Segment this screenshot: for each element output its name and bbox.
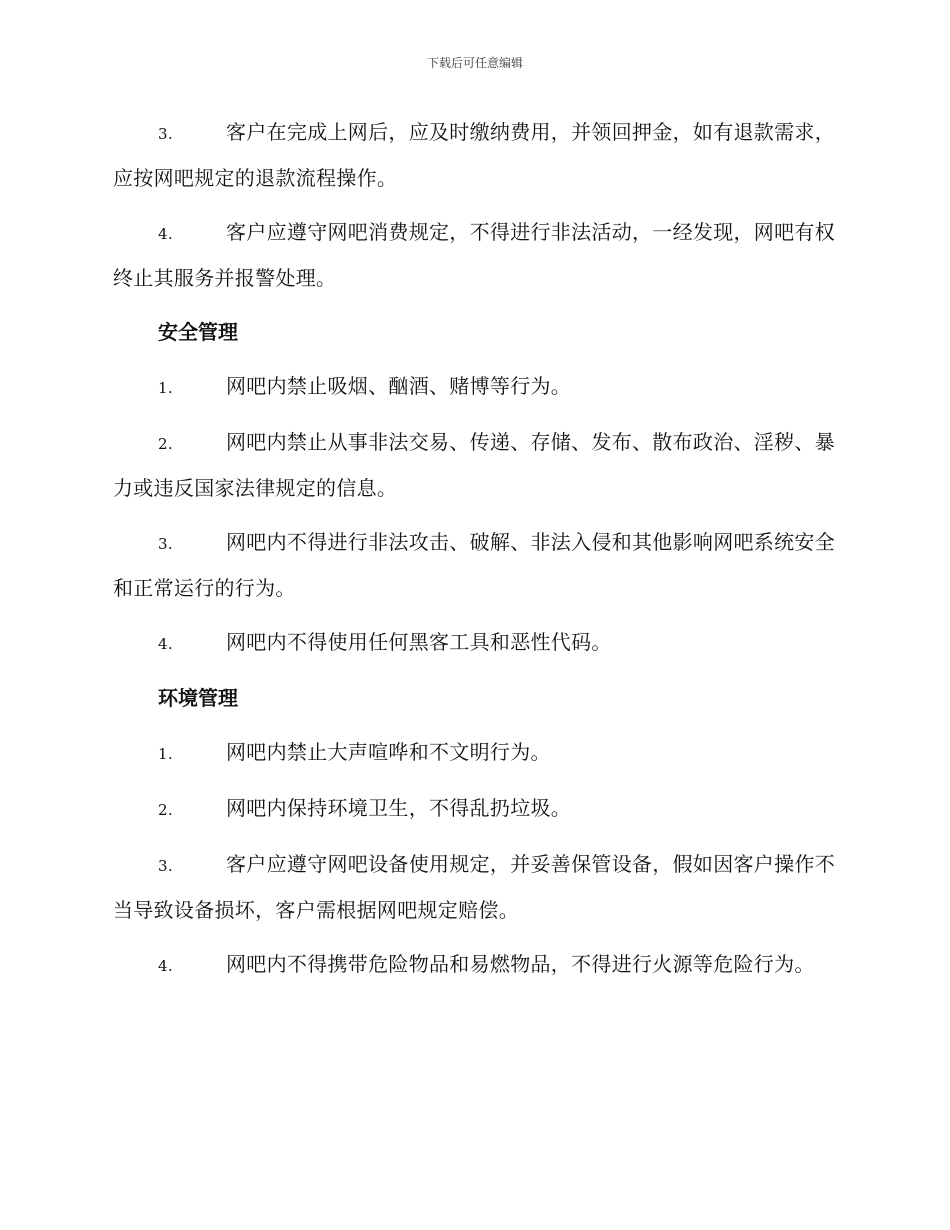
list-item (113, 786, 835, 832)
list-item (113, 842, 835, 932)
item-text: 网吧内保持环境卫生，不得乱扔垃圾。 (226, 796, 572, 820)
list-item (113, 620, 835, 666)
item-text: 网吧内禁止大声喧哗和不文明行为。 (226, 740, 551, 764)
item-text: 网吧内不得使用任何黑客工具和恶性代码。 (226, 630, 612, 654)
item-text: 网吧内不得携带危险物品和易燃物品，不得进行火源等危险行为。 (226, 952, 815, 976)
item-number: 4. (158, 957, 173, 975)
header-note: 下载后可任意编辑 (426, 56, 523, 70)
list-item (113, 420, 835, 510)
item-text: 网吧内禁止从事非法交易、传递、存储、发布、散布政治、淫秽、暴力或违反国家法律规定的信息。 (113, 430, 835, 500)
item-text: 客户在完成上网后，应及时缴纳费用，并领回押金，如有退款需求，应按网吧规定的退款流程操作。 (113, 120, 835, 190)
section-heading-safety: 安全管理 (158, 320, 238, 344)
list-item (113, 942, 835, 988)
item-number: 4. (158, 635, 173, 653)
item-text: 客户应遵守网吧设备使用规定，并妥善保管设备，假如因客户操作不当导致设备损坏，客户需根据网吧规定赔偿。 (113, 852, 835, 922)
list-item (113, 364, 835, 410)
item-text: 客户应遵守网吧消费规定，不得进行非法活动，一经发现，网吧有权终止其服务并报警处理。 (113, 220, 835, 290)
item-text: 网吧内禁止吸烟、酗酒、赌博等行为。 (226, 374, 572, 398)
item-text: 网吧内不得进行非法攻击、破解、非法入侵和其他影响网吧系统安全和正常运行的行为。 (113, 530, 835, 600)
item-number: 2. (158, 435, 173, 453)
item-number: 3. (158, 125, 173, 143)
item-number: 2. (158, 801, 173, 819)
item-number: 1. (158, 379, 173, 397)
document-body (113, 110, 835, 998)
list-item (113, 730, 835, 776)
list-item (113, 110, 835, 200)
list-item (113, 210, 835, 300)
item-number: 3. (158, 535, 173, 553)
item-number: 1. (158, 745, 173, 763)
item-number: 4. (158, 225, 173, 243)
section-heading-environment: 环境管理 (158, 686, 238, 710)
list-item (113, 520, 835, 610)
item-number: 3. (158, 857, 173, 875)
